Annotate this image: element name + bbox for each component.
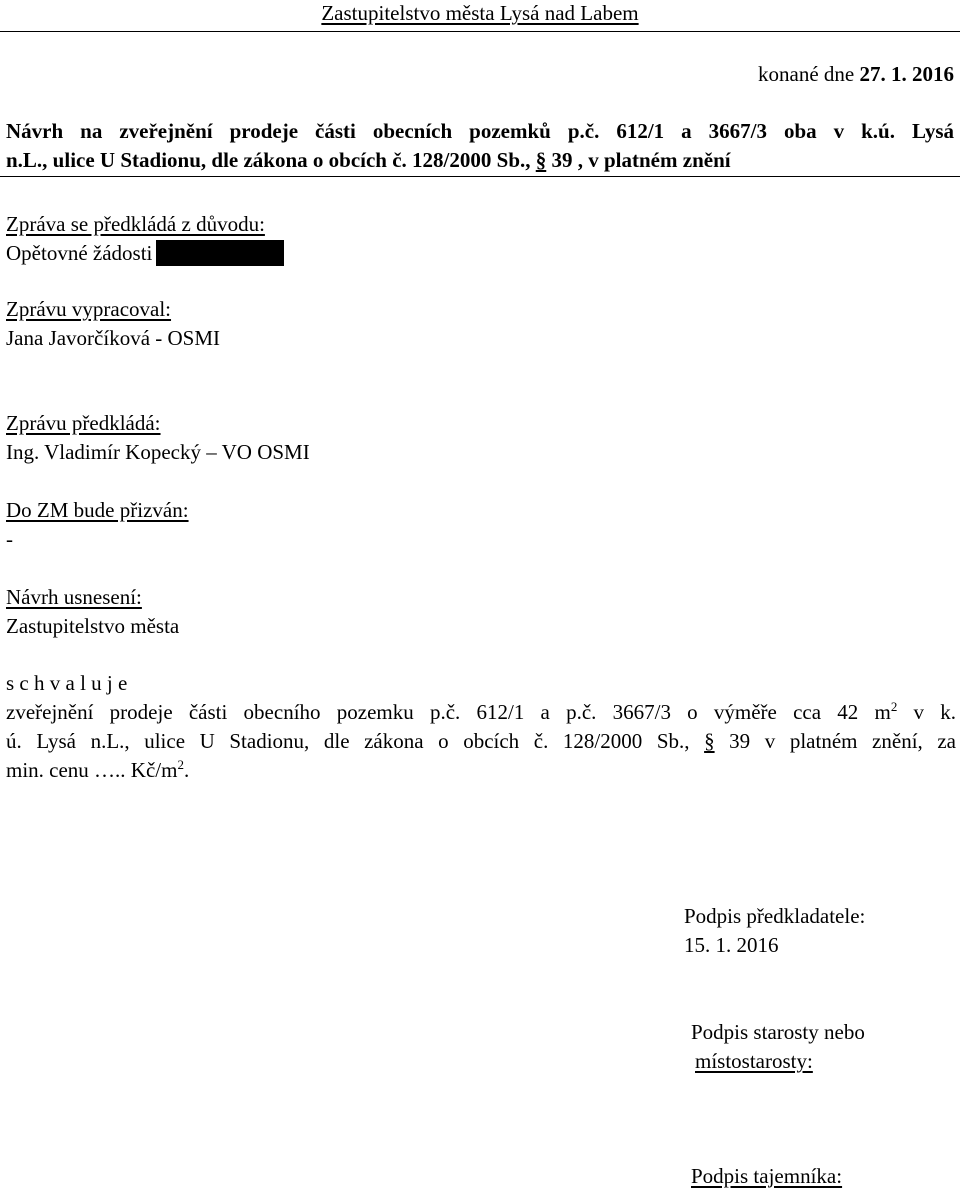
presented-by-name: Ing. Vladimír Kopecký – VO OSMI (6, 440, 310, 464)
meeting-date (758, 61, 954, 87)
resolution-body: Zastupitelstvo města (6, 614, 180, 638)
resolution-line-3: min. cenu ….. $Kč/m^2$. (6, 757, 190, 782)
title-rule (0, 176, 960, 177)
prepared-by-label: Zprávu vypracoval: (6, 297, 172, 321)
prepared-by-name: Jana Javorčíková - OSMI (6, 326, 221, 350)
meeting-date-value: 27. 1. 2016 (859, 62, 954, 86)
council-title: Zastupitelstvo města Lysá nad Labem (321, 1, 639, 25)
resolution-verb: s c h v a l u j e (6, 671, 128, 695)
meeting-date-label: konané dne (758, 62, 855, 86)
proposal-title-line-1: Návrh na zveřejnění prodeje části obecních pozemků p.č. 612/1 a 3667/3 oba v k.ú. Lysá (6, 119, 954, 143)
presenter-signature-label: Podpis předkladatele: (684, 904, 866, 928)
proposal-title-line-2: n.L., ulice U Stadionu, dle zákona o obcích č. 128/2000 Sb., § 39 , v platném znění (6, 148, 731, 172)
secretary-signature-label: Podpis tajemníka: (691, 1164, 843, 1188)
section-sign: § (704, 729, 715, 753)
invited-value: - (6, 527, 13, 551)
header-rule (0, 31, 960, 32)
section-sign: § (535, 148, 547, 172)
document-header (0, 0, 960, 26)
reason-label: Zpráva se předkládá z důvodu: (6, 212, 265, 236)
mayor-signature-label-2: místostarosty: (695, 1049, 813, 1073)
resolution-line-2: ú. Lysá n.L., ulice U Stadionu, dle zákona o obcích č. 128/2000 Sb., § 39 v platném znění, za (6, 729, 956, 753)
redaction-box (156, 240, 284, 266)
presented-by-label: Zprávu předkládá: (6, 411, 161, 435)
reason-text: Opětovné žádosti (6, 240, 284, 266)
proposal-title (6, 117, 954, 175)
presenter-signature-date: 15. 1. 2016 (684, 933, 779, 957)
mayor-signature-label-1: Podpis starosty nebo (691, 1020, 865, 1044)
resolution-label: Návrh usnesení: (6, 585, 142, 609)
resolution-line-1: zveřejnění prodeje části obecního pozemku p.č. 612/1 a p.č. 3667/3 o výměře cca 42 $m^2$ v k. (6, 699, 956, 724)
invited-label: Do ZM bude přizván: (6, 498, 189, 522)
resolution-text (6, 698, 956, 785)
